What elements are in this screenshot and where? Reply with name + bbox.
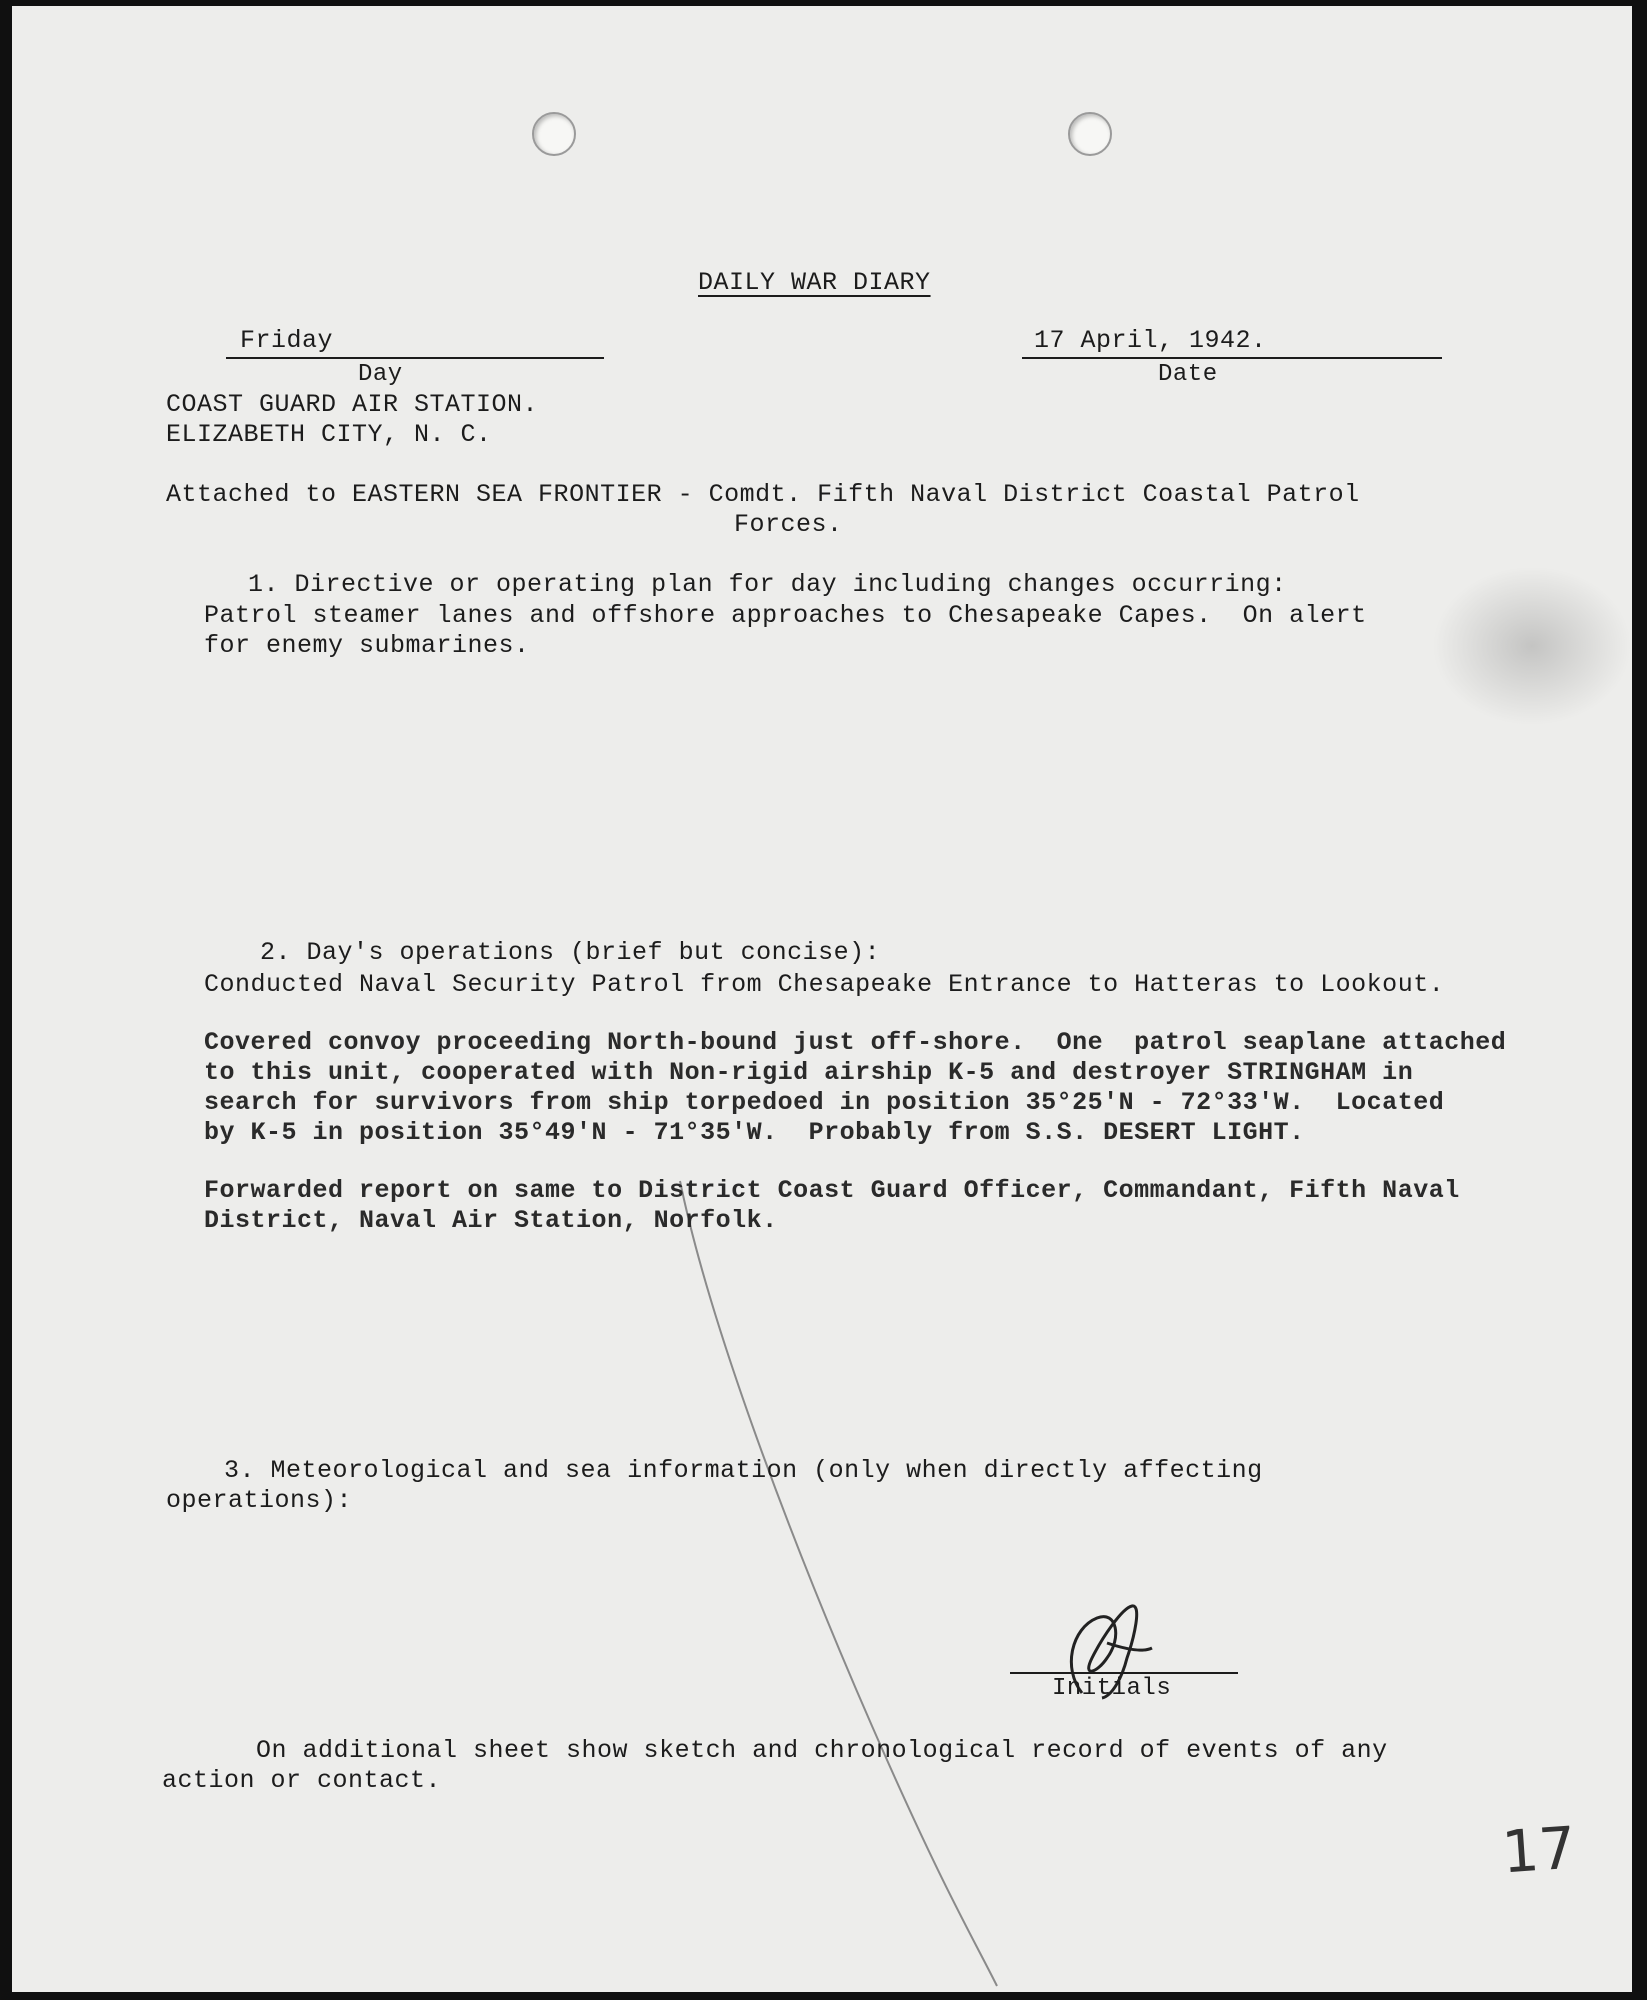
section2-line: Conducted Naval Security Patrol from Chesapeake Entrance to Hatteras to Lookout. bbox=[204, 970, 1445, 999]
page-number: 17 bbox=[1499, 1813, 1579, 1887]
date-caption: Date bbox=[1158, 361, 1218, 388]
section2-heading: 2. Day's operations (brief but concise): bbox=[260, 938, 881, 967]
day-value: Friday bbox=[240, 326, 334, 355]
section1-line: Patrol steamer lanes and offshore approaches to Chesapeake Capes. On alert bbox=[204, 601, 1367, 630]
attached-line: Attached to EASTERN SEA FRONTIER - Comdt. Fifth Naval District Coastal Patrol bbox=[166, 480, 1360, 509]
day-underline bbox=[226, 357, 604, 359]
footer-instruction: On additional sheet show sketch and chronological record of events of any bbox=[256, 1736, 1388, 1765]
section1-heading: 1. Directive or operating plan for day including changes occurring: bbox=[248, 570, 1287, 599]
section2-paragraph-line: by K-5 in position 35°49'N - 71°35'W. Probably from S.S. DESERT LIGHT. bbox=[204, 1118, 1305, 1147]
document-title: DAILY WAR DIARY bbox=[698, 268, 931, 297]
section2-forwarded-line: Forwarded report on same to District Coast Guard Officer, Commandant, Fifth Naval bbox=[204, 1176, 1460, 1205]
initials-caption: Initials bbox=[1052, 1675, 1172, 1702]
section3-heading: 3. Meteorological and sea information (only when directly affecting bbox=[224, 1456, 1263, 1485]
section2-paragraph-line: search for survivors from ship torpedoed in position 35°25'N - 72°33'W. Located bbox=[204, 1088, 1445, 1117]
day-caption: Day bbox=[358, 361, 403, 388]
section3-heading-cont: operations): bbox=[166, 1486, 353, 1515]
date-value: 17 April, 1942. bbox=[1034, 326, 1267, 355]
footer-instruction-cont: action or contact. bbox=[162, 1766, 442, 1795]
station-name: COAST GUARD AIR STATION. bbox=[166, 390, 539, 419]
section2-forwarded-line: District, Naval Air Station, Norfolk. bbox=[204, 1206, 778, 1235]
date-underline bbox=[1022, 357, 1442, 359]
station-location: ELIZABETH CITY, N. C. bbox=[166, 420, 492, 449]
section1-line: for enemy submarines. bbox=[204, 631, 530, 660]
attached-line-cont: Forces. bbox=[734, 510, 843, 539]
document-page bbox=[12, 6, 1632, 1992]
section2-paragraph-line: Covered convoy proceeding North-bound just off-shore. One patrol seaplane attached bbox=[204, 1028, 1507, 1057]
section2-paragraph-line: to this unit, cooperated with Non-rigid airship K-5 and destroyer STRINGHAM in bbox=[204, 1058, 1414, 1087]
